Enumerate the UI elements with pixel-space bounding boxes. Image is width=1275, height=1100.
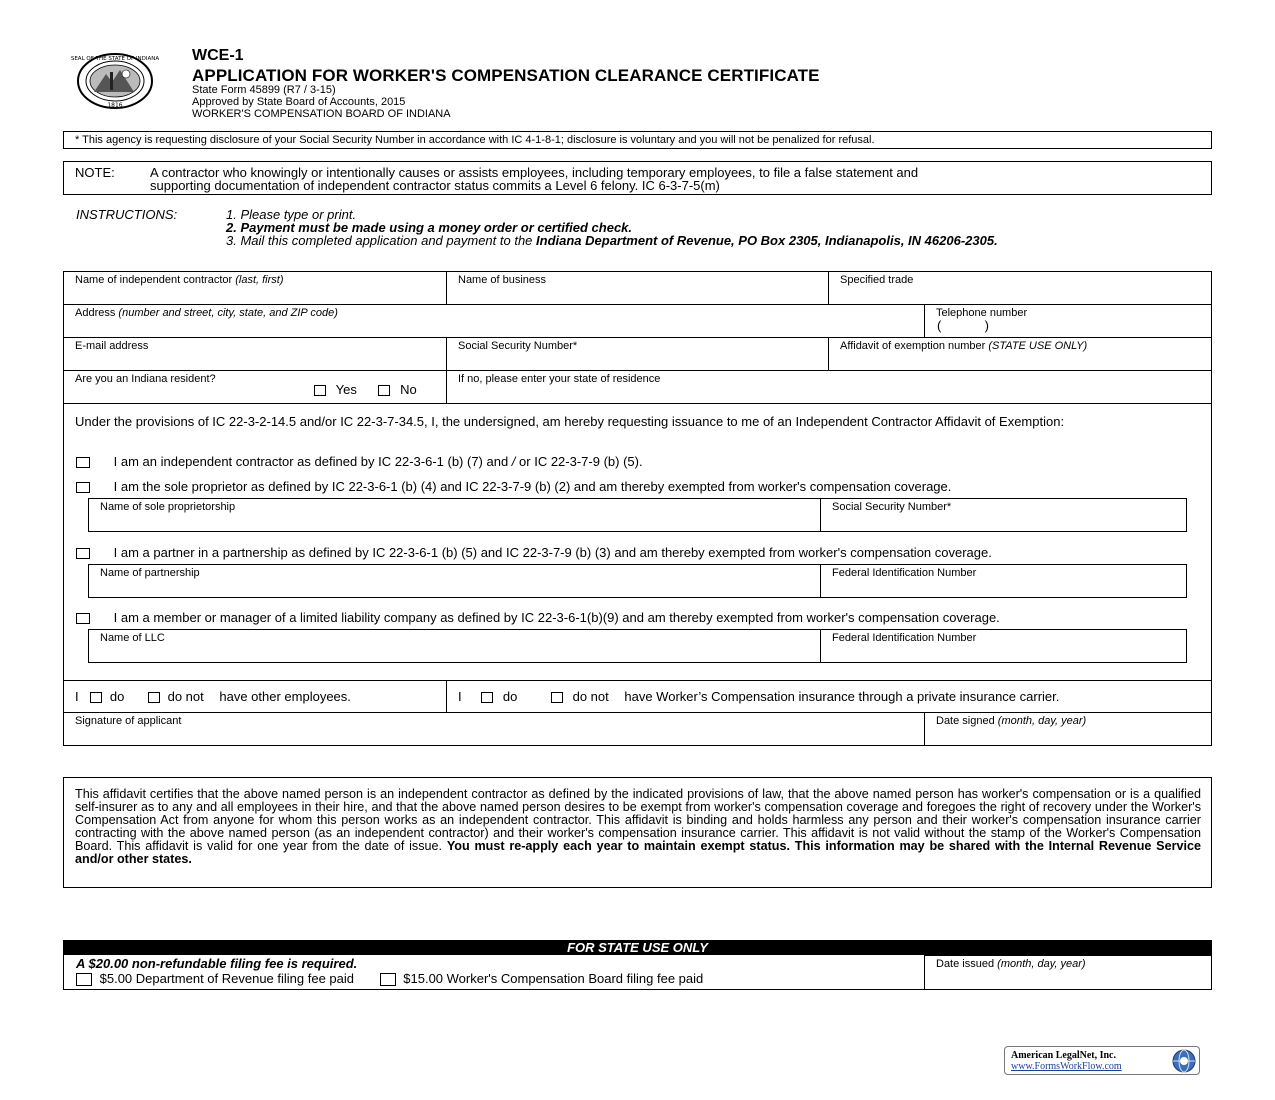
indiana-resident-label: Are you an Indiana resident? bbox=[75, 373, 216, 385]
legalnet-footer-logo bbox=[1004, 1046, 1200, 1075]
sole-proprietor-ssn-label: Social Security Number* bbox=[832, 501, 952, 513]
sole-proprietor-ssn-field[interactable] bbox=[820, 498, 1187, 532]
option-2-text: I am the sole proprietor as defined by IC 22-3-6-1 (b) (4) and IC 22-3-7-9 (b) (2) and am thereby exempted from worker's compensation coverage. bbox=[113, 479, 952, 494]
resident-no-label: No bbox=[400, 382, 417, 397]
independent-contractor-checkbox[interactable] bbox=[76, 457, 90, 468]
sole-proprietorship-name-field[interactable] bbox=[88, 498, 821, 532]
employees-row bbox=[63, 680, 447, 713]
instruction-3-prefix: 3. Mail this completed application and payment to the bbox=[226, 233, 537, 248]
dor-fee-checkbox bbox=[76, 973, 92, 986]
form-code: WCE-1 bbox=[192, 47, 244, 64]
svg-text:SEAL OF THE STATE OF INDIANA: SEAL OF THE STATE OF INDIANA bbox=[70, 56, 160, 62]
date-issued-field bbox=[924, 955, 1212, 990]
instructions-label: INSTRUCTIONS: bbox=[76, 207, 178, 222]
address-field[interactable] bbox=[63, 304, 925, 338]
business-name-field[interactable] bbox=[446, 271, 829, 305]
wcb-fee-label: $15.00 Worker's Compensation Board filing fee paid bbox=[403, 971, 704, 986]
option-4-text: I am a member or manager of a limited liability company as defined by IC 22-3-6-1(b)(9) and am thereby exempted from worker's compensation coverage. bbox=[113, 610, 1000, 625]
telephone-label: Telephone number bbox=[936, 307, 1028, 319]
specified-trade-field[interactable] bbox=[828, 271, 1212, 305]
contractor-name-field[interactable] bbox=[63, 271, 447, 305]
telephone-field[interactable] bbox=[924, 304, 1212, 338]
date-issued-label: Date issued (month, day, year) bbox=[936, 958, 1086, 970]
approval-line: Approved by State Board of Accounts, 2015 bbox=[192, 96, 406, 108]
contractor-name-label: Name of independent contractor (last, first) bbox=[75, 274, 284, 286]
insurance-do-label: do bbox=[502, 689, 518, 704]
ssn-field[interactable] bbox=[446, 337, 829, 371]
llc-fein-field[interactable] bbox=[820, 629, 1187, 663]
employees-do-label: do bbox=[109, 689, 125, 704]
indiana-resident-field bbox=[63, 370, 447, 404]
note-line-2: supporting documentation of independent contractor status commits a Level 6 felony. IC 6-3-7-5(m) bbox=[150, 178, 720, 193]
dor-fee-label: $5.00 Department of Revenue filing fee paid bbox=[99, 971, 355, 986]
insurance-do-not-label: do not bbox=[572, 689, 609, 704]
insurance-text: have Worker’s Compensation insurance through a private insurance carrier. bbox=[624, 689, 1060, 704]
wcb-fee-checkbox bbox=[380, 973, 396, 986]
telephone-area-code: ( ) bbox=[937, 318, 989, 333]
sole-proprietorship-name-label: Name of sole proprietorship bbox=[100, 501, 236, 513]
date-signed-field[interactable] bbox=[924, 712, 1212, 746]
insurance-do-not-checkbox[interactable] bbox=[551, 692, 563, 703]
llc-name-field[interactable] bbox=[88, 629, 821, 663]
state-of-residence-field[interactable] bbox=[446, 370, 1212, 404]
affidavit-certification-box bbox=[63, 777, 1212, 888]
option-1-text: I am an independent contractor as defined by IC 22-3-6-1 (b) (7) and / or IC 22-3-7-9 (b) (5). bbox=[113, 454, 643, 469]
partnership-name-field[interactable] bbox=[88, 564, 821, 598]
fee-options bbox=[76, 971, 703, 986]
option-partner bbox=[76, 545, 992, 560]
insurance-i: I bbox=[458, 689, 462, 704]
declaration-intro: Under the provisions of IC 22-3-2-14.5 and/or IC 22-3-7-34.5, I, the undersigned, am hereby requesting issuance to me of an Independent Contractor Affidavit of Exemption: bbox=[75, 414, 1065, 429]
partnership-fein-label: Federal Identification Number bbox=[832, 567, 977, 579]
state-seal-logo bbox=[70, 52, 160, 110]
note-label: NOTE: bbox=[75, 165, 115, 180]
instruction-1: 1. Please type or print. bbox=[226, 207, 357, 222]
insurance-do-checkbox[interactable] bbox=[481, 692, 493, 703]
partnership-name-label: Name of partnership bbox=[100, 567, 200, 579]
partner-checkbox[interactable] bbox=[76, 548, 90, 559]
llc-fein-label: Federal Identification Number bbox=[832, 632, 977, 644]
option-llc bbox=[76, 610, 1000, 625]
state-of-residence-label: If no, please enter your state of residence bbox=[458, 373, 661, 385]
employees-do-checkbox[interactable] bbox=[90, 692, 102, 703]
ssn-label: Social Security Number* bbox=[458, 340, 578, 352]
date-signed-label: Date signed (month, day, year) bbox=[936, 715, 1087, 727]
ssn-notice-text: * This agency is requesting disclosure of your Social Security Number in accordance with IC 4-1-8-1; disclosure is voluntary and you will not be penalized for refusal. bbox=[75, 134, 875, 146]
resident-yes-label: Yes bbox=[335, 382, 357, 397]
employees-options bbox=[75, 689, 351, 704]
state-use-heading: FOR STATE USE ONLY bbox=[63, 940, 1212, 955]
globe-icon bbox=[1171, 1048, 1197, 1074]
employees-do-not-label: do not bbox=[167, 689, 204, 704]
affidavit-number-field bbox=[828, 337, 1212, 371]
state-form-number: State Form 45899 (R7 / 3-15) bbox=[192, 84, 336, 96]
signature-label: Signature of applicant bbox=[75, 715, 182, 727]
resident-options bbox=[314, 382, 417, 397]
llc-name-label: Name of LLC bbox=[100, 632, 165, 644]
insurance-options bbox=[458, 689, 1059, 704]
affidavit-certification-text: This affidavit certifies that the above named person is an independent contractor as defined by the indicated provisions of law, that the above named person has worker's compensation or is a qualified self-insurer as to any and all employees in their hire, and that the above named person desires to be exempt from worker's compensation coverage and foregoes the right of recovery under the Worker's Compensation Act from anyone for whom this person works as an independent contractor. This affidavit is binding and holds harmless any person and their worker's compensation insurance carrier contracting with the above named person (as an independent contractor) and their worker's compensation insurance carrier. This affidavit is not valid without the stamp of the Worker's Compensation Board. This affidavit is valid for one year from the date of issue. You must re-apply each year to maintain exempt status. This information may be shared with the Internal Revenue Service and/or other states. bbox=[75, 787, 1202, 866]
sole-proprietor-checkbox[interactable] bbox=[76, 482, 90, 493]
form-title: APPLICATION FOR WORKER'S COMPENSATION CLEARANCE CERTIFICATE bbox=[192, 66, 820, 85]
employees-i: I bbox=[75, 689, 79, 704]
note-line-1: A contractor who knowingly or intentionally causes or assists employees, including temporary employees, to file a false statement and bbox=[150, 165, 919, 180]
instruction-2: 2. Payment must be made using a money order or certified check. bbox=[226, 220, 633, 235]
insurance-row bbox=[446, 680, 1212, 713]
instruction-3 bbox=[226, 233, 998, 248]
option-sole-proprietor bbox=[76, 479, 951, 494]
affidavit-number-label: Affidavit of exemption number (STATE USE ONLY) bbox=[840, 340, 1088, 352]
resident-yes-checkbox[interactable] bbox=[314, 385, 326, 396]
footer-url-link[interactable]: www.FormsWorkFlow.com bbox=[1011, 1061, 1122, 1072]
employees-text: have other employees. bbox=[219, 689, 351, 704]
option-independent-contractor bbox=[76, 454, 643, 469]
signature-field[interactable] bbox=[63, 712, 925, 746]
note-box bbox=[63, 161, 1212, 195]
specified-trade-label: Specified trade bbox=[840, 274, 914, 286]
option-3-text: I am a partner in a partnership as defined by IC 22-3-6-1 (b) (5) and IC 22-3-7-9 (b) (3) and am thereby exempted from worker's compensation coverage. bbox=[113, 545, 992, 560]
footer-company: American LegalNet, Inc. bbox=[1011, 1050, 1116, 1061]
svg-text:1816: 1816 bbox=[107, 102, 123, 109]
ssn-notice-box bbox=[63, 131, 1212, 149]
filing-fee-notice: A $20.00 non-refundable filing fee is required. bbox=[76, 956, 358, 971]
address-label: Address (number and street, city, state, and ZIP code) bbox=[75, 307, 338, 319]
email-label: E-mail address bbox=[75, 340, 149, 352]
email-field[interactable] bbox=[63, 337, 447, 371]
resident-no-checkbox[interactable] bbox=[378, 385, 390, 396]
partnership-fein-field[interactable] bbox=[820, 564, 1187, 598]
business-name-label: Name of business bbox=[458, 274, 547, 286]
agency-name: WORKER'S COMPENSATION BOARD OF INDIANA bbox=[192, 108, 451, 120]
employees-do-not-checkbox[interactable] bbox=[148, 692, 160, 703]
llc-checkbox[interactable] bbox=[76, 613, 90, 624]
instruction-3-address: Indiana Department of Revenue, PO Box 2305, Indianapolis, IN 46206-2305. bbox=[536, 233, 998, 248]
